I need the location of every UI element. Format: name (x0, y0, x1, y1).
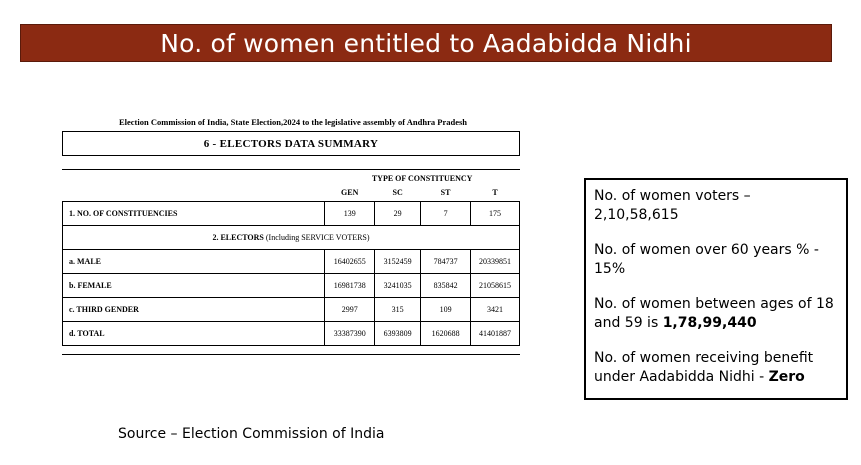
cell: 29 (375, 201, 421, 225)
cell: 3421 (471, 297, 520, 321)
cell: 835842 (421, 273, 471, 297)
col-header: T (492, 188, 498, 198)
electors-section-label: 2. ELECTORS (Including SERVICE VOTERS) (63, 225, 520, 249)
cell: 41401887 (471, 321, 520, 345)
electors-document (58, 110, 528, 360)
table-row (63, 201, 520, 225)
title-banner (20, 24, 832, 62)
table-header-row (63, 171, 520, 185)
divider (62, 169, 520, 170)
source-caption: Source – Election Commission of India (118, 426, 385, 442)
row-label: c. THIRD GENDER (63, 297, 325, 321)
cell: 33387390 (325, 321, 375, 345)
women-benefit-text: No. of women receiving benefit under Aadabidda Nidhi - Zero (594, 350, 814, 385)
cell: 3241035 (375, 273, 421, 297)
women-voters-text: No. of women voters – 2,10,58,615 (594, 188, 751, 223)
row-label: 1. NO. OF CONSTITUENCIES (63, 201, 325, 225)
table-row (63, 321, 520, 345)
cell: 2997 (325, 297, 375, 321)
col-header: GEN (341, 188, 359, 198)
summary-title-box (62, 131, 520, 156)
cell: 139 (325, 201, 375, 225)
women-benefit-value: Zero (768, 369, 805, 385)
women-18-59-text: No. of women between ages of 18 and 59 is 1,78,99,440 (594, 296, 834, 331)
cell: 1620688 (421, 321, 471, 345)
cell: 315 (375, 297, 421, 321)
section-row (63, 225, 520, 249)
row-label: a. MALE (63, 249, 325, 273)
divider (62, 354, 520, 355)
cell: 21058615 (471, 273, 520, 297)
cell: 175 (471, 201, 520, 225)
type-header: TYPE OF CONSTITUENCY (371, 173, 473, 183)
column-header-row (63, 185, 520, 201)
col-header: ST (440, 188, 451, 198)
women-over-60-text: No. of women over 60 years % - 15% (594, 242, 819, 277)
cell: 784737 (421, 249, 471, 273)
cell: 20339851 (471, 249, 520, 273)
page-title: No. of women entitled to Aadabidda Nidhi (160, 28, 692, 58)
cell: 6393809 (375, 321, 421, 345)
row-label: b. FEMALE (63, 273, 325, 297)
cell: 16402655 (325, 249, 375, 273)
women-18-59-value: 1,78,99,440 (662, 315, 757, 331)
electors-table (62, 171, 520, 346)
summary-title: 6 - ELECTORS DATA SUMMARY (203, 137, 379, 150)
table-row (63, 297, 520, 321)
cell: 109 (421, 297, 471, 321)
cell: 16981738 (325, 273, 375, 297)
col-header: SC (392, 188, 403, 198)
cell: 7 (421, 201, 471, 225)
table-row (63, 273, 520, 297)
document-heading: Election Commission of India, State Election,2024 to the legislative assembly of Andhra Pradesh (118, 117, 468, 127)
women-info-box (584, 178, 848, 400)
cell: 3152459 (375, 249, 421, 273)
row-label: d. TOTAL (63, 321, 325, 345)
table-row (63, 249, 520, 273)
